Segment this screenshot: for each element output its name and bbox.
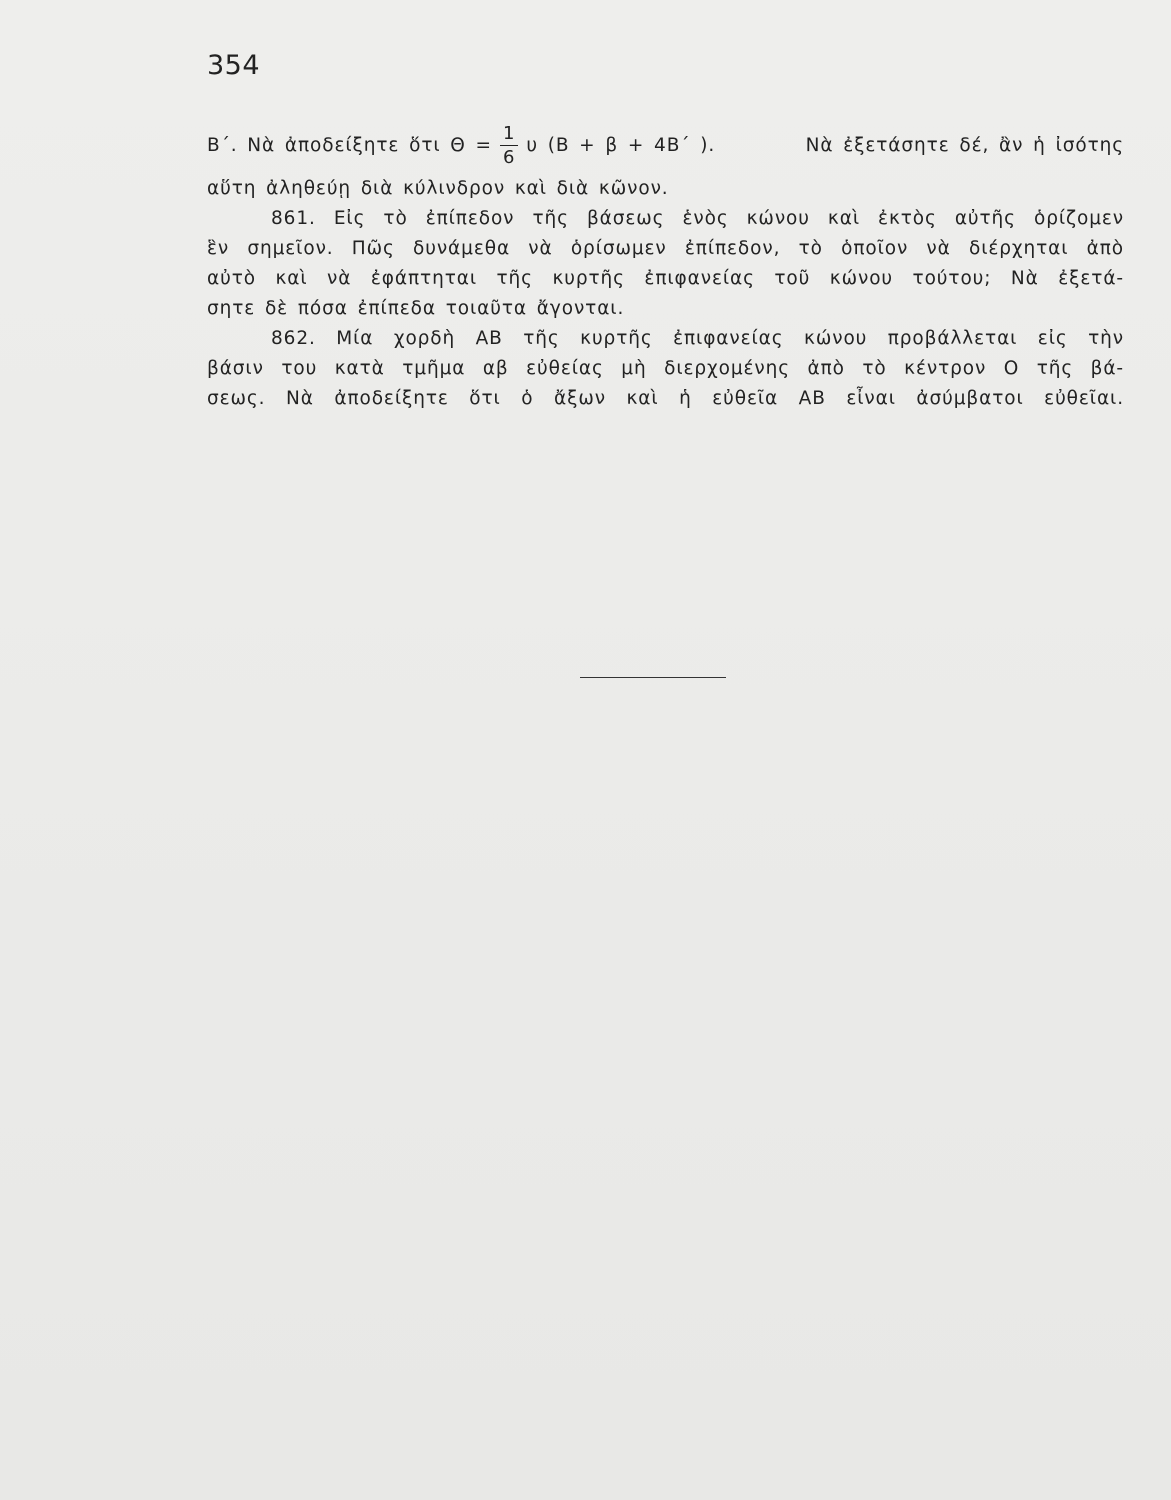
problem-861 <box>207 204 1124 324</box>
formula <box>207 124 715 168</box>
problem-line: ἓν σημεῖον. Πῶς δυνάμεθα νὰ ὁρίσωμεν ἐπίπεδον, τὸ ὁποῖον νὰ διέρχηται ἀπὸ <box>207 238 1124 259</box>
formula-trailing-text: Νὰ ἐξετάσητε δέ, ἂν ἡ ἰσότης <box>805 135 1124 156</box>
problem-line: βάσιν του κατὰ τμῆμα αβ εὐθείας μὴ διερχομένης ἀπὸ τὸ κέντρον Ο τῆς βά- <box>207 358 1124 379</box>
fraction-numerator: 1 <box>500 124 518 146</box>
section-end-rule <box>580 677 726 678</box>
page-text <box>207 118 1124 414</box>
problem-line: σεως. Νὰ ἀποδείξητε ὅτι ὁ ἄξων καὶ ἡ εὐθεῖα ΑΒ εἶναι ἀσύμβατοι εὐθεῖαι. <box>207 388 1124 409</box>
fraction-denominator: 6 <box>502 147 516 168</box>
formula-line <box>207 118 1124 174</box>
problem-line: 862. Μία χορδὴ ΑΒ τῆς κυρτῆς ἐπιφανείας κώνου προβάλλεται εἰς τὴν <box>271 328 1124 349</box>
problem-line: αὐτὸ καὶ νὰ ἐφάπτηται τῆς κυρτῆς ἐπιφανείας τοῦ κώνου τούτου; Νὰ ἐξετά- <box>207 268 1124 289</box>
formula-suffix: υ (Β + β + 4Β΄ ). <box>526 135 716 156</box>
page-number: 354 <box>207 50 261 81</box>
problem-line: 861. Εἰς τὸ ἐπίπεδον τῆς βάσεως ἑνὸς κώνου καὶ ἐκτὸς αὐτῆς ὁρίζομεν <box>271 208 1124 229</box>
problem-line: σητε δὲ πόσα ἐπίπεδα τοιαῦτα ἄγονται. <box>207 298 625 319</box>
formula-continuation: αὕτη ἀληθεύῃ διὰ κύλινδρον καὶ διὰ κῶνον. <box>207 178 669 199</box>
formula-prefix: Β΄. Νὰ ἀποδείξητε ὅτι Θ = <box>207 135 492 156</box>
fraction <box>500 124 518 168</box>
problem-862 <box>207 324 1124 414</box>
